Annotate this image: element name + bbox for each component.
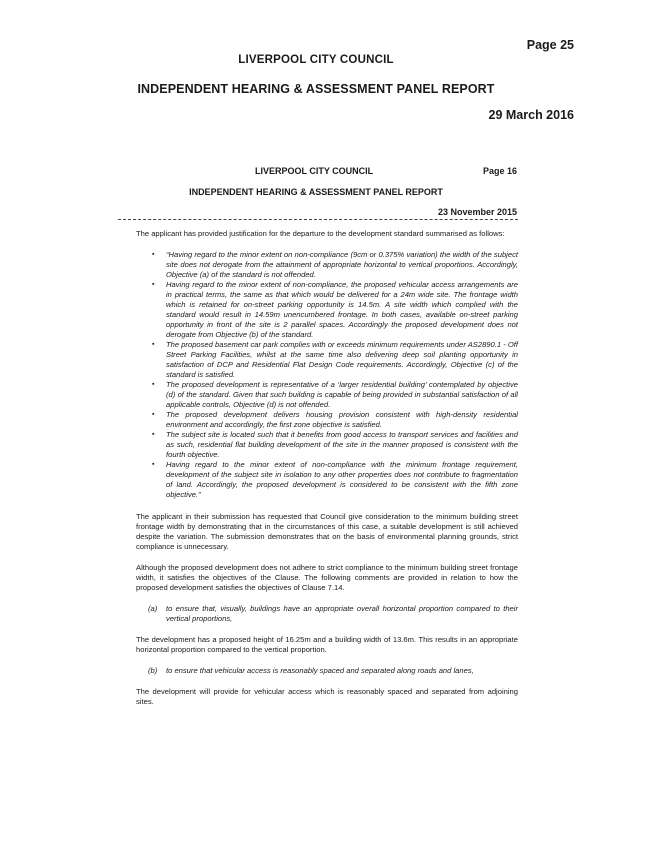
objective-b: [148, 666, 518, 676]
list-item: ▪ Having regard to the minor extent of non-compliance, the proposed vehicular access arrangements are in practical terms, the same as that which would be delivered for a 24m wide site. The frontage width which is retained for on-street parking opportunity is 14.5m. A site width which complied with the standard would result in 14.59m unencumbered frontage. In both cases, available on-street parking opportunity in front of the site is 2 parallel spaces. Accordingly the proposed development does not derogate from Objective (b) of the standard.: [166, 280, 518, 340]
list-item: ▪ The proposed development is representative of a ‘larger residential building’ contemplated by objective (d) of the standard. Given that such building is capable of being provided in substantial satisfaction of all applicable controls, Objective (d) is not offended.: [166, 380, 518, 410]
list-item: ▪ The proposed development delivers housing provision consistent with high-density residential environment and accordingly, the first zone objective is satisfied.: [166, 410, 518, 430]
list-item: ▪ The proposed basement car park complies with or exceeds minimum requirements under AS2890.1 - Off Street Parking Facilities, whilst at the same time also delivering deep soil planting opportunity in satisfaction of DCP and Residential Flat Design Code requirements. Accordingly, Objective (c) of the standard is satisfied.: [166, 340, 518, 380]
intro-paragraph: The applicant has provided justification for the departure to the development standard summarised as follows:: [136, 229, 505, 238]
list-item: ▪ “Having regard to the minor extent on non-compliance (9cm or 0.375% variation) the width of the subject site does not derogate from the attainment of appropriate horizontal to vertical proportions. Accordingly, Objective (a) of the standard is not offended.: [166, 250, 518, 280]
inner-council-name: LIVERPOOL CITY COUNCIL: [255, 166, 374, 176]
header-divider: [118, 219, 518, 220]
objective-text: to ensure that, visually, buildings have an appropriate overall horizontal proportion compared to their vertical proportions,: [166, 604, 518, 623]
justification-list: [136, 250, 518, 500]
list-item: ▪ Having regard to the minor extent of non-compliance with the minimum frontage requirement, development of the subject site in isolation to any other properties does not contribute to fragmentation of land. Accordingly, the proposed development is considered to be consistent with the fifth zone objective.”: [166, 460, 518, 500]
council-name: LIVERPOOL CITY COUNCIL: [238, 54, 394, 66]
compliance-paragraph: Although the proposed development does not adhere to strict compliance to the minimum building street frontage width, it satisfies the objectives of the Clause. The following comments are provided in relation to how the proposed development satisfies the objectives of Clause 7.14.: [136, 563, 518, 592]
report-body: [136, 229, 518, 718]
inner-page-number: Page 16: [482, 166, 517, 176]
inner-report-date: 23 November 2015: [437, 207, 517, 217]
list-item: ▪ The subject site is located such that it benefits from good access to transport services and facilities and as such, residential flat building development of the site in the manner proposed is consistent with the fourth objective.: [166, 430, 518, 460]
submission-paragraph: The applicant in their submission has requested that Council give consideration to the minimum building street frontage width by demonstrating that in the circumstances of this case, a suitable development is still achieved despite the variation. The submission demonstrates that on the basis of environmental planning grounds, strict compliance is unnecessary.: [136, 512, 518, 551]
objective-text: to ensure that vehicular access is reasonably spaced and separated along roads and lanes,: [166, 666, 474, 675]
objective-a: [148, 604, 518, 624]
report-date: 29 March 2016: [488, 108, 574, 122]
objective-label: (b): [148, 666, 158, 675]
access-paragraph: The development will provide for vehicular access which is reasonably spaced and separated from adjoining sites.: [136, 687, 518, 706]
inner-report-title: INDEPENDENT HEARING & ASSESSMENT PANEL REPORT: [189, 187, 443, 197]
height-paragraph: The development has a proposed height of 16.25m and a building width of 13.6m. This results in an appropriate horizontal proportion compared to the vertical proportion.: [136, 635, 518, 654]
page-number: Page 25: [526, 38, 574, 52]
report-title: INDEPENDENT HEARING & ASSESSMENT PANEL REPORT: [137, 82, 495, 96]
objective-label: (a): [148, 604, 158, 613]
